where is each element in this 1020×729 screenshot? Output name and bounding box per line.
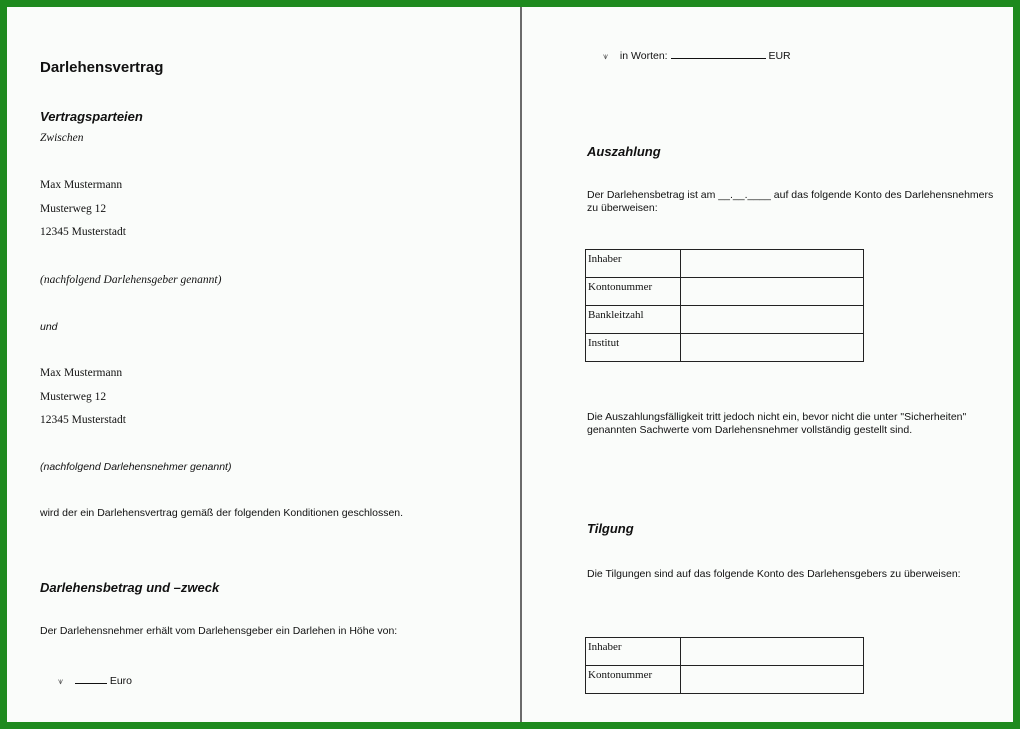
payout-account-table: [585, 249, 864, 362]
table-value-cell[interactable]: [681, 278, 864, 306]
table-label: Kontonummer: [586, 666, 681, 694]
table-value-cell[interactable]: [681, 306, 864, 334]
heading-darlehensbetrag: Darlehensbetrag und –zweck: [40, 580, 220, 595]
closing-text: wird der ein Darlehensvertrag gemäß der folgenden Konditionen geschlossen.: [40, 507, 404, 519]
party2-city: 12345 Musterstadt: [40, 414, 126, 426]
repay-account-table: [585, 637, 864, 694]
amount-intro-text: Der Darlehensnehmer erhält vom Darlehensgeber ein Darlehen in Höhe von:: [40, 625, 398, 637]
table-label: Institut: [586, 334, 681, 362]
amount-line: [58, 672, 132, 687]
party1-city: 12345 Musterstadt: [40, 226, 126, 238]
amount-unit: Euro: [109, 675, 133, 687]
party1-role: (nachfolgend Darlehensgeber genannt): [40, 274, 222, 286]
table-label: Bankleitzahl: [586, 306, 681, 334]
table-row: [586, 306, 864, 334]
party1-street: Musterweg 12: [40, 203, 107, 215]
right-page: [522, 7, 1013, 722]
document-title: Darlehensvertrag: [40, 59, 164, 76]
heading-tilgung: Tilgung: [587, 521, 634, 536]
table-value-cell[interactable]: [681, 334, 864, 362]
party1-name: Max Mustermann: [40, 179, 123, 191]
amount-blank-field[interactable]: [75, 672, 107, 684]
table-row: [586, 638, 864, 666]
due-text: Die Auszahlungsfälligkeit tritt jedoch nicht ein, bevor nicht die unter "Sicherheiten" genannten Sachwerte vom Darlehensnehmer vollständig gestellt sind.: [587, 411, 967, 436]
words-blank-field[interactable]: [671, 47, 766, 59]
table-label: Inhaber: [586, 250, 681, 278]
text-und: und: [40, 321, 58, 333]
party2-role: (nachfolgend Darlehensnehmer genannt): [40, 461, 232, 473]
party2-street: Musterweg 12: [40, 391, 107, 403]
heading-vertragsparteien: Vertragsparteien: [40, 109, 143, 124]
table-label: Inhaber: [586, 638, 681, 666]
words-unit: EUR: [768, 50, 791, 62]
table-row: [586, 666, 864, 694]
words-label: in Worten:: [619, 50, 668, 62]
payout-text: Der Darlehensbetrag ist am __.__.____ auf das folgende Konto des Darlehensnehmers zu überweisen:: [587, 189, 994, 214]
heading-auszahlung: Auszahlung: [587, 144, 661, 159]
table-value-cell[interactable]: [681, 638, 864, 666]
table-value-cell[interactable]: [681, 666, 864, 694]
table-row: [586, 250, 864, 278]
table-row: [586, 278, 864, 306]
left-page: [7, 7, 520, 722]
words-line: [603, 47, 791, 62]
bullet-icon: ⩛: [58, 676, 64, 686]
table-label: Kontonummer: [586, 278, 681, 306]
table-row: [586, 334, 864, 362]
bullet-icon: ⩛: [603, 51, 609, 61]
table-value-cell[interactable]: [681, 250, 864, 278]
text-zwischen: Zwischen: [40, 132, 84, 144]
repay-text: Die Tilgungen sind auf das folgende Konto des Darlehensgebers zu überweisen:: [587, 568, 961, 580]
party2-name: Max Mustermann: [40, 367, 123, 379]
